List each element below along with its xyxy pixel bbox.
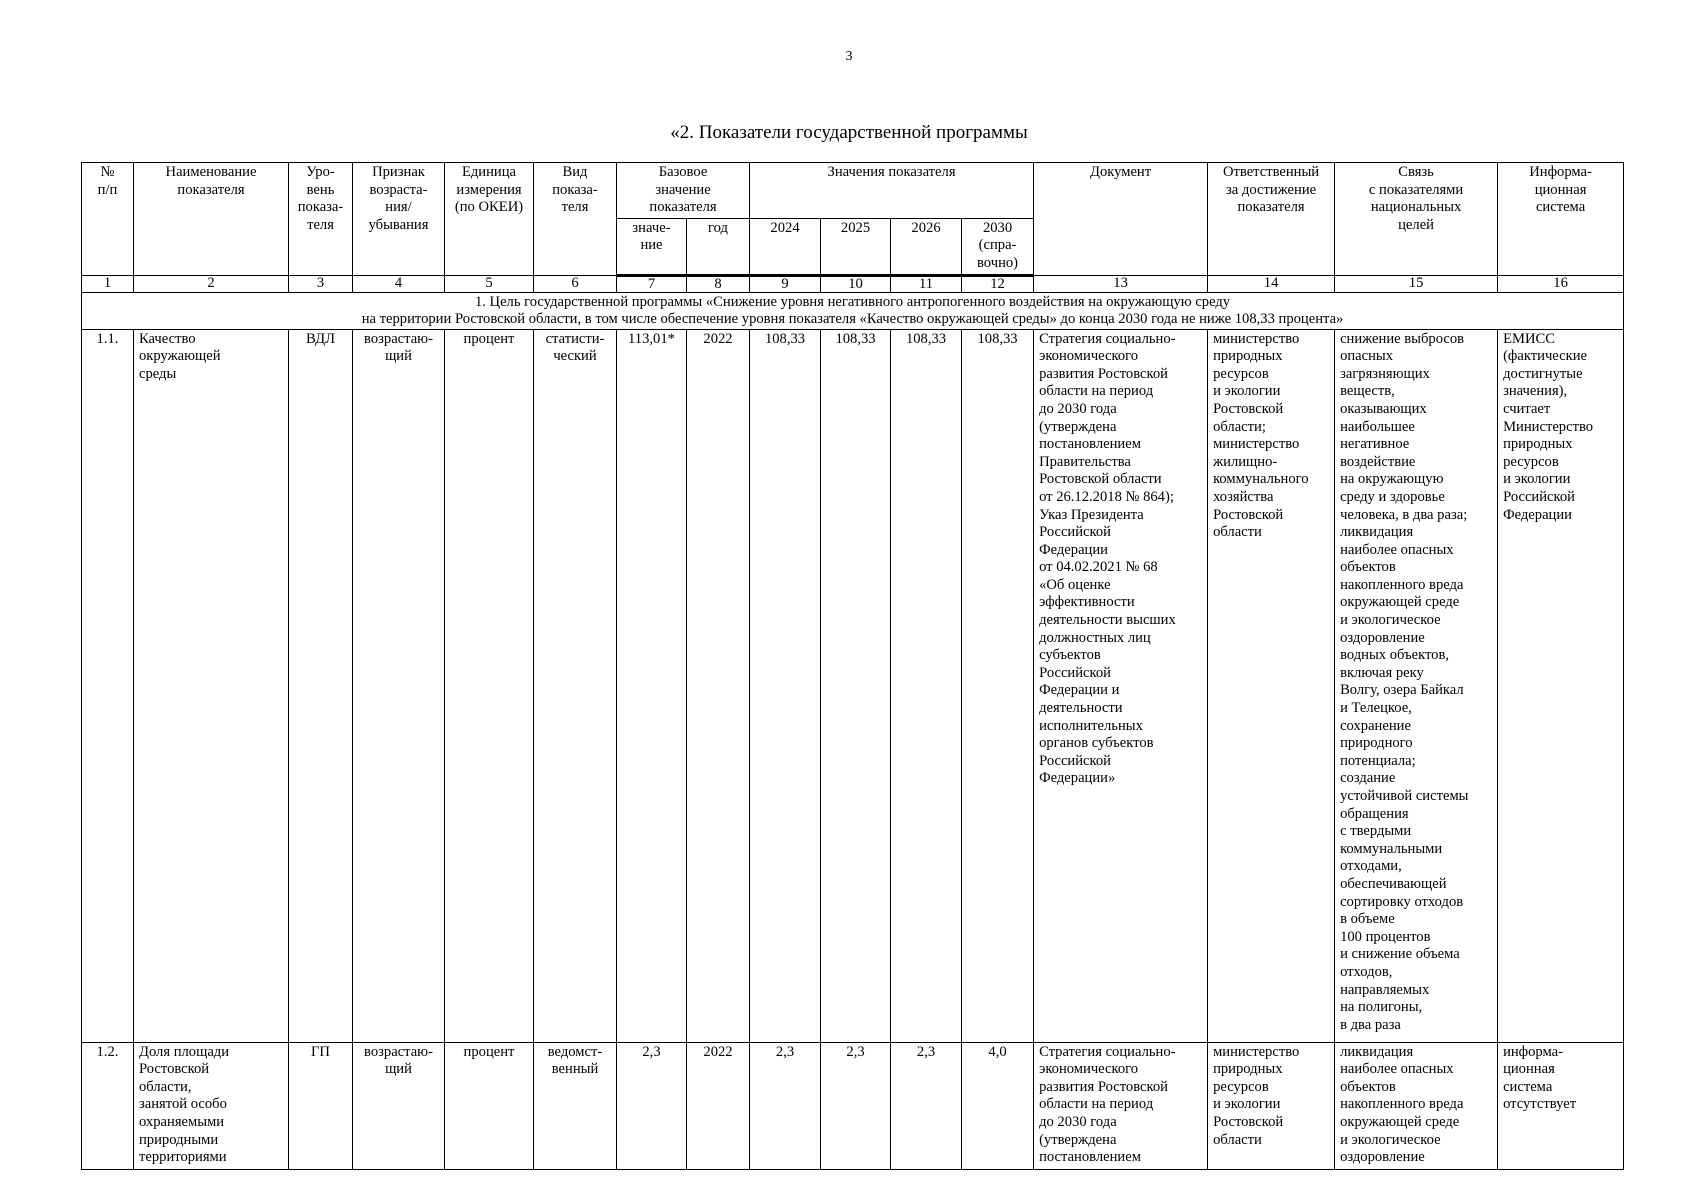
row-base-value: 113,01* xyxy=(617,329,687,1042)
header-num: № п/п xyxy=(82,163,134,276)
row-name: Качество окружающей среды xyxy=(134,329,289,1042)
row-document: Стратегия социально- экономического развития Ростовской области на период до 2030 года (утверждена постановлением xyxy=(1034,1042,1208,1169)
column-number: 11 xyxy=(891,275,962,292)
header-year-2024: 2024 xyxy=(750,218,821,275)
row-value-2026: 2,3 xyxy=(891,1042,962,1169)
header-year-2030: 2030 (спра- вочно) xyxy=(962,218,1034,275)
row-value-2030: 108,33 xyxy=(962,329,1034,1042)
header-responsible: Ответственный за достижение показателя xyxy=(1208,163,1335,276)
row-num: 1.1. xyxy=(82,329,134,1042)
header-kind: Вид показа- теля xyxy=(534,163,617,276)
header-name: Наименование показателя xyxy=(134,163,289,276)
column-number: 1 xyxy=(82,275,134,292)
column-numbers-row xyxy=(82,275,1624,292)
row-base-year: 2022 xyxy=(687,329,750,1042)
row-value-2026: 108,33 xyxy=(891,329,962,1042)
page-number: 3 xyxy=(845,49,853,64)
row-value-2024: 108,33 xyxy=(750,329,821,1042)
row-base-year: 2022 xyxy=(687,1042,750,1169)
goal-row xyxy=(82,292,1624,329)
header-document: Документ xyxy=(1034,163,1208,276)
column-number: 12 xyxy=(962,275,1034,292)
row-level: ГП xyxy=(289,1042,353,1169)
header-infosystem: Информа- ционная система xyxy=(1498,163,1624,276)
goal-text: 1. Цель государственной программы «Снижение уровня негативного антропогенного воздействия на окружающую среду на территории Ростовской области, в том числе обеспечение уровня показателя «Качество окружающей среды» до конца 2030 года не ниже 108,33 процента» xyxy=(82,292,1624,329)
column-number: 8 xyxy=(687,275,750,292)
column-number: 15 xyxy=(1335,275,1498,292)
row-infosystem: ЕМИСС (фактические достигнутые значения), считает Министерство природных ресурсов и экологии Российской Федерации xyxy=(1498,329,1624,1042)
header-values: Значения показателя xyxy=(750,163,1034,219)
column-number: 10 xyxy=(821,275,891,292)
row-link: ликвидация наиболее опасных объектов накопленного вреда окружающей среде и экологическое оздоровление xyxy=(1335,1042,1498,1169)
row-infosystem: информа- ционная система отсутствует xyxy=(1498,1042,1624,1169)
row-responsible: министерство природных ресурсов и экологии Ростовской области xyxy=(1208,1042,1335,1169)
row-base-value: 2,3 xyxy=(617,1042,687,1169)
row-value-2025: 108,33 xyxy=(821,329,891,1042)
header-link: Связь с показателями национальных целей xyxy=(1335,163,1498,276)
row-name: Доля площади Ростовской области, занятой особо охраняемыми природными территориями xyxy=(134,1042,289,1169)
header-base: Базовое значение показателя xyxy=(617,163,750,219)
row-unit: процент xyxy=(445,329,534,1042)
column-number: 2 xyxy=(134,275,289,292)
column-number: 16 xyxy=(1498,275,1624,292)
row-unit: процент xyxy=(445,1042,534,1169)
row-kind: статисти- ческий xyxy=(534,329,617,1042)
row-sign: возрастаю- щий xyxy=(353,1042,445,1169)
table-row xyxy=(82,1042,1624,1169)
row-sign: возрастаю- щий xyxy=(353,329,445,1042)
column-number: 5 xyxy=(445,275,534,292)
row-responsible: министерство природных ресурсов и экологии Ростовской области; министерство жилищно- коммунального хозяйства Ростовской области xyxy=(1208,329,1335,1042)
table-row xyxy=(82,329,1624,1042)
row-num: 1.2. xyxy=(82,1042,134,1169)
column-number: 6 xyxy=(534,275,617,292)
document-title: «2. Показатели государственной программы xyxy=(670,122,1028,143)
row-level: ВДЛ xyxy=(289,329,353,1042)
column-number: 3 xyxy=(289,275,353,292)
column-number: 13 xyxy=(1034,275,1208,292)
row-link: снижение выбросов опасных загрязняющих веществ, оказывающих наибольшее негативное воздействие на окружающую среду и здоровье человека, в два раза; ликвидация наиболее опасных объектов накопленного вреда окружающей среде и экологическое оздоровление водных объектов, включая реку Волгу, озера Байкал и Телецкое, сохранение природного потенциала; создание устойчивой системы обращения с твердыми коммунальными отходами, обеспечивающей сортировку отходов в объеме 100 процентов и снижение объема отходов, направляемых на полигоны, в два раза xyxy=(1335,329,1498,1042)
header-year-2025: 2025 xyxy=(821,218,891,275)
column-number: 14 xyxy=(1208,275,1335,292)
row-value-2030: 4,0 xyxy=(962,1042,1034,1169)
column-number: 9 xyxy=(750,275,821,292)
indicators-table xyxy=(81,162,1624,1170)
row-kind: ведомст- венный xyxy=(534,1042,617,1169)
header-unit: Единица измерения (по ОКЕИ) xyxy=(445,163,534,276)
row-value-2025: 2,3 xyxy=(821,1042,891,1169)
header-base-year: год xyxy=(687,218,750,275)
row-document: Стратегия социально- экономического развития Ростовской области на период до 2030 года (утверждена постановлением Правительства Ростовской области от 26.12.2018 № 864); Указ Президента Российской Федерации от 04.02.2021 № 68 «Об оценке эффективности деятельности высших должностных лиц субъектов Российской Федерации и деятельности исполнительных органов субъектов Российской Федерации» xyxy=(1034,329,1208,1042)
column-number: 4 xyxy=(353,275,445,292)
header-sign: Признак возраста- ния/ убывания xyxy=(353,163,445,276)
header-level: Уро- вень показа- теля xyxy=(289,163,353,276)
column-number: 7 xyxy=(617,275,687,292)
header-base-value: значе- ние xyxy=(617,218,687,275)
header-year-2026: 2026 xyxy=(891,218,962,275)
row-value-2024: 2,3 xyxy=(750,1042,821,1169)
